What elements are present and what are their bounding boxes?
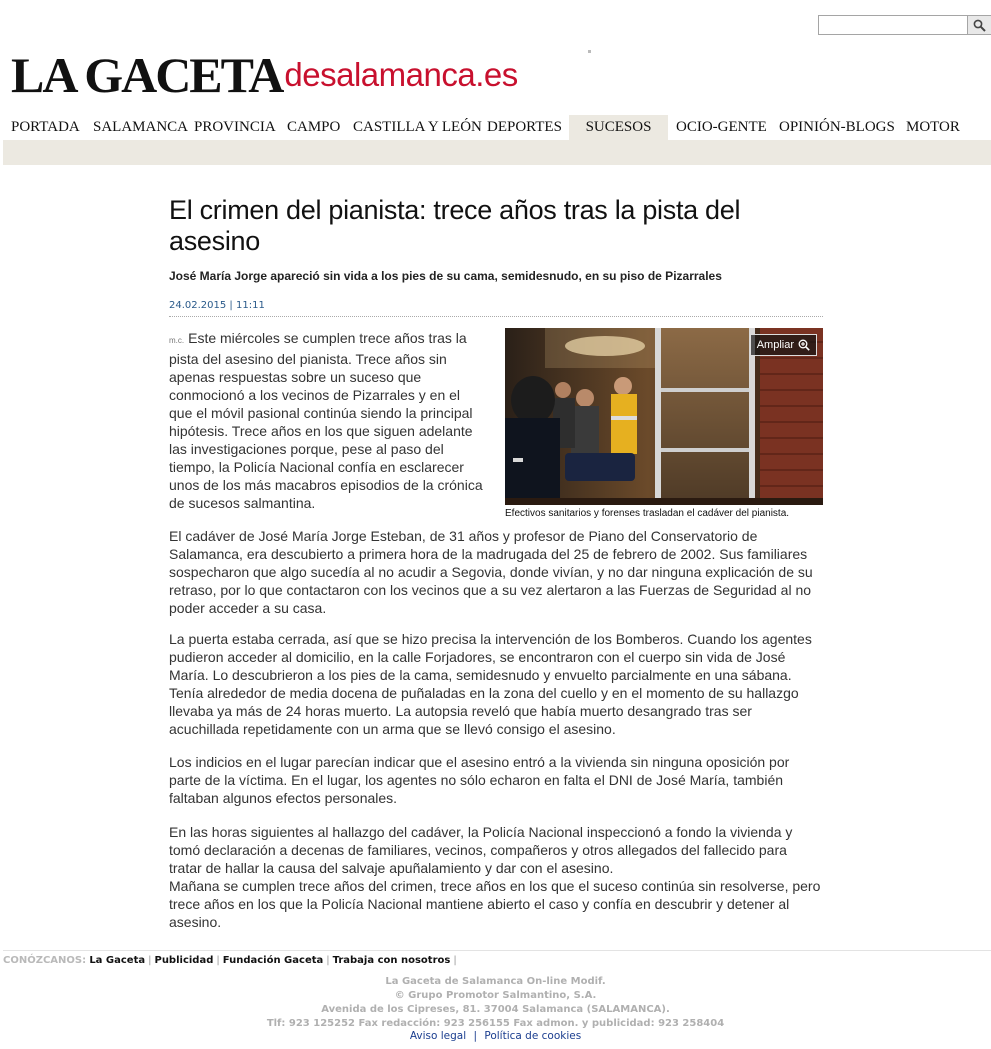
footer-info-line: Tlf: 923 125252 Fax redacción: 923 256155 Fax admon. y publicidad: 923 258404: [266, 1018, 725, 1029]
nav-item-deportes[interactable]: DEPORTES: [487, 119, 562, 135]
search-button[interactable]: [968, 15, 991, 35]
footer-info-line: La Gaceta de Salamanca On-line Modif.: [385, 976, 606, 987]
zoom-label: Ampliar: [756, 339, 794, 351]
footer-link-publicidad[interactable]: Publicidad: [154, 955, 214, 966]
article-paragraph-3: La puerta estaba cerrada, así que se hizo precisa la intervención de los Bomberos. Cuando los agentes pudieron acceder al domicilio, en la calle Forjadores, se encontraron con el cuerpo sin vida de José María. Lo descubrieron a los pies de la cama, semidesnudo y envuelto parcialmente en una sábana. Tenía alrededor de media docena de puñaladas en la zona del cuello y en el momento de su hallazgo llevaba ya más de 24 horas muerto. La autopsia reveló que había muerto desangrado tras ser acuchillada repetidamente con un arma que se llevó consigo el asesino.: [169, 631, 812, 737]
article-figure: [505, 328, 823, 523]
article-paragraph-1: [169, 329, 484, 512]
nav-item-motor[interactable]: MOTOR: [906, 119, 960, 135]
decorative-dot: [588, 50, 591, 53]
nav-item-provincia[interactable]: PROVINCIA: [194, 119, 276, 135]
search-bar: [818, 15, 991, 35]
legal-link-cookies[interactable]: Política de cookies: [484, 1030, 582, 1042]
nav-item-opinion-blogs[interactable]: OPINIÓN-BLOGS: [779, 119, 895, 135]
logo-sub-text: desalamanca.es: [284, 56, 518, 93]
divider: [169, 316, 823, 317]
zoom-button[interactable]: [750, 334, 817, 356]
legal-link-aviso[interactable]: Aviso legal: [409, 1030, 467, 1042]
article-subtitle: José María Jorge apareció sin vida a los pies de su cama, semidesnudo, en su piso de Pizarrales: [169, 269, 722, 283]
article-paragraph-5: [169, 823, 823, 931]
footer-link-trabaja-con-nosotros[interactable]: Trabaja con nosotros: [332, 955, 451, 966]
logo-main-text: LA GACETA: [11, 47, 283, 103]
nav-item-salamanca[interactable]: SALAMANCA: [93, 119, 189, 135]
footer-info: [0, 975, 991, 1031]
footer-links-bar: CONÓZCANOS: La Gaceta | Publicidad | Fundación Gaceta | Trabaja con nosotros |: [3, 950, 991, 971]
footer-info-line: Avenida de los Cipreses, 81. 37004 Salamanca (SALAMANCA).: [321, 1004, 670, 1015]
legal-links: Aviso legal | Política de cookies: [409, 1030, 582, 1042]
article-paragraph-2: El cadáver de José María Jorge Esteban, de 31 años y profesor de Piano del Conservatorio de Salamanca, era descubierto a primera hora de la madrugada del 25 de febrero de 2002. Sus familiares sospecharon que algo sucedía al no acudir a Segovia, donde vivían, y no dar ninguna explicación de su retraso, por lo que contactaron con los vecinos que a su vez alertaron a las Fuerzas de Seguridad al no poder acceder a su casa.: [169, 528, 813, 616]
nav-item-portada[interactable]: PORTADA: [11, 119, 80, 135]
main-navigation: [3, 115, 991, 165]
article-title: El crimen del pianista: trece años tras la pista del asesino: [169, 195, 741, 256]
footer-link-fundacion-gaceta[interactable]: Fundación Gaceta: [222, 955, 324, 966]
article-paragraph-4: Los indicios en el lugar parecían indicar que el asesino entró a la vivienda sin ninguna oposición por parte de la víctima. En el lugar, los agentes no sólo echaron en falta el DNI de José María, también faltaban algunos efectos personales.: [169, 754, 790, 806]
author-initials: m.c.: [169, 336, 185, 345]
article-date: 24.02.2015 | 11:11: [169, 300, 265, 311]
nav-item-campo[interactable]: CAMPO: [287, 119, 341, 135]
nav-item-castilla-y-leon[interactable]: CASTILLA Y LEÓN: [353, 119, 482, 135]
nav-row: [3, 115, 991, 140]
magnifier-icon: [973, 19, 986, 32]
photo-caption: Efectivos sanitarios y forenses trasladan el cadáver del pianista.: [505, 508, 790, 519]
paragraph-5-text: En las horas siguientes al hallazgo del cadáver, la Policía Nacional inspeccionó a fondo la vivienda y tomó declaración a decenas de familiares, vecinos, compañeros y otros allegados del fallecido para tratar de hallar la causa del salvaje apuñalamiento y dar con el asesino.: [169, 824, 793, 876]
paragraph-1-text: Este miércoles se cumplen trece años tras la pista del asesino del pianista. Trece años sin apenas respuestas sobre un suceso que conmocionó a los vecinos de Pizarrales y en el que el móvil pasional continúa siendo la principal hipótesis. Trece años en los que siguen adelante las investigaciones porque, pese al paso del tiempo, la Policía Nacional confía en esclarecer unos de los más macabros episodios de la crónica de sucesos salmantina.: [169, 330, 483, 511]
paragraph-6-text: Mañana se cumplen trece años del crimen, trece años en los que el suceso continúa sin resolverse, pero trece años en los que la Policía Nacional mantiene abierto el caso y confía en descubrir y detener al asesino.: [169, 878, 821, 930]
footer-label: CONÓZCANOS:: [3, 955, 87, 966]
nav-item-ocio-gente[interactable]: OCIO-GENTE: [676, 119, 767, 135]
footer-info-line: © Grupo Promotor Salmantino, S.A.: [394, 990, 597, 1001]
search-input[interactable]: [818, 15, 968, 35]
site-logo[interactable]: [11, 47, 518, 103]
article-header: [169, 195, 823, 312]
footer-link-la-gaceta[interactable]: La Gaceta: [89, 955, 146, 966]
zoom-in-icon: [798, 339, 810, 351]
article-photo[interactable]: [505, 328, 823, 505]
nav-item-sucesos[interactable]: SUCESOS: [569, 115, 668, 140]
